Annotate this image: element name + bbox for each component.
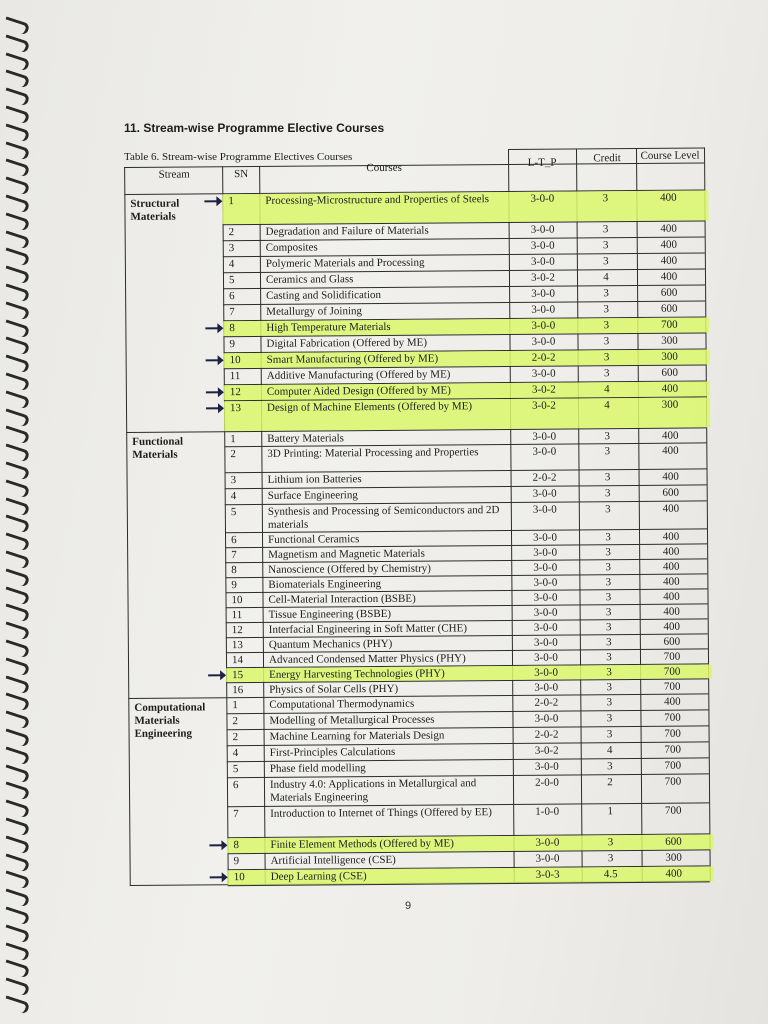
row-level: 400 (662, 444, 679, 457)
row-ltp: 3-0-0 (532, 430, 557, 443)
row-level: 700 (664, 775, 682, 788)
row-ltp: 3-0-0 (533, 531, 557, 544)
row-credit: 4 (604, 399, 610, 412)
row-credit: 3 (605, 531, 611, 544)
row-sn: 5 (228, 274, 235, 287)
row-sn: 5 (230, 506, 237, 519)
row-level: 700 (664, 759, 682, 772)
col-line (636, 148, 643, 882)
row-course: Interfacial Engineering in Soft Matter (CHE) (268, 622, 468, 636)
row-credit: 3 (603, 287, 609, 300)
row-sn: 7 (231, 549, 237, 562)
row-credit: 3 (602, 223, 609, 236)
row-ltp: 3-0-0 (533, 591, 558, 604)
hand-drawn-arrow-icon (208, 674, 224, 676)
spiral-coil (3, 711, 30, 730)
row-level: 400 (662, 470, 679, 483)
row-level: 300 (665, 851, 682, 864)
row-sn: 2 (228, 226, 235, 239)
row-ltp: 3-0-0 (531, 319, 556, 332)
row-ltp: 3-0-0 (534, 666, 559, 679)
spiral-coil (3, 34, 30, 53)
row-ltp: 3-0-0 (533, 636, 558, 649)
row-credit: 3 (605, 503, 611, 516)
row-level: 600 (661, 366, 679, 379)
spiral-coil (3, 835, 30, 854)
header-ltp: L-T_P (527, 156, 557, 169)
row-course: Digital Fabrication (Offered by ME) (266, 336, 428, 350)
row-ltp: 3-0-0 (534, 651, 558, 664)
row-level: 700 (663, 680, 681, 693)
row-course: Tissue Engineering (BSBE) (268, 607, 392, 621)
row-ltp: 3-0-0 (533, 561, 558, 574)
row-credit: 3 (604, 487, 611, 500)
spiral-coil (3, 978, 30, 997)
spiral-coil (3, 889, 30, 908)
spiral-coil (3, 800, 30, 819)
row-credit: 3 (603, 367, 610, 380)
row-sn: 6 (232, 779, 239, 792)
row-sn: 4 (228, 258, 235, 271)
row-sn: 2 (230, 448, 236, 461)
row-sn: 8 (231, 564, 237, 577)
row-ltp: 1-0-0 (535, 805, 560, 818)
row-ltp: 3-0-0 (534, 712, 559, 725)
row-sn: 12 (231, 624, 243, 637)
row-course: Biomaterials Engineering (268, 577, 382, 591)
row-level: 400 (663, 590, 680, 603)
spiral-coil (3, 746, 30, 765)
stream-label: Functional Materials (132, 435, 184, 461)
spiral-coil (3, 995, 30, 1014)
row-sn: 10 (233, 871, 245, 884)
row-ltp: 3-0-2 (531, 271, 555, 284)
row-ltp: 3-0-0 (533, 546, 558, 559)
row-sn: 10 (231, 594, 243, 607)
row-credit: 3 (603, 319, 610, 332)
row-level: 400 (662, 502, 680, 515)
row-sn: 1 (230, 433, 236, 446)
row-credit: 3 (606, 681, 613, 694)
row-course: Functional Ceramics (268, 533, 360, 546)
row-credit: 3 (603, 303, 610, 316)
row-credit: 3 (605, 576, 612, 589)
row-sn: 1 (232, 699, 238, 712)
row-credit: 3 (602, 239, 609, 252)
spiral-coil (3, 105, 30, 124)
row-ltp: 2-0-2 (531, 351, 556, 364)
spiral-coil (3, 693, 30, 712)
row-credit: 3 (605, 621, 612, 634)
spiral-coil (3, 622, 30, 641)
row-level: 400 (662, 545, 680, 558)
spiral-coil (3, 319, 30, 338)
spiral-coil (3, 408, 30, 427)
row-credit: 3 (605, 561, 612, 574)
spiral-coil (3, 248, 30, 267)
spiral-coil (3, 675, 30, 694)
stream-label: Computational Materials Engineering (134, 701, 206, 740)
row-course: Surface Engineering (267, 489, 358, 502)
row-ltp: 2-0-0 (534, 776, 559, 789)
row-level: 700 (664, 711, 681, 724)
row-credit: 3 (607, 836, 614, 849)
row-credit: 3 (603, 351, 610, 364)
row-course: Computational Thermodynamics (269, 697, 415, 711)
row-credit: 3 (606, 712, 613, 725)
spiral-coil (3, 88, 30, 107)
spiral-coil (3, 764, 30, 783)
row-sn: 12 (229, 386, 241, 399)
row-sn: 13 (231, 639, 243, 652)
spiral-coil (3, 497, 30, 516)
row-course: Design of Machine Elements (Offered by ME) (266, 400, 473, 414)
row-sn: 6 (231, 534, 237, 547)
row-ltp: 3-0-0 (531, 367, 556, 380)
row-credit: 1 (607, 805, 613, 818)
row-level: 700 (663, 665, 681, 678)
row-ltp: 3-0-0 (532, 503, 557, 516)
row-level: 600 (660, 302, 678, 315)
row-ltp: 2-0-2 (534, 728, 559, 741)
row-course: 3D Printing: Material Processing and Properties (267, 446, 479, 460)
col-line (704, 147, 711, 881)
spiral-coil (3, 301, 30, 320)
spiral-coil (3, 70, 30, 89)
header-sn: SN (234, 168, 249, 181)
spiral-coil (3, 639, 30, 658)
row-sn: 2 (232, 731, 239, 744)
row-credit: 4 (603, 271, 609, 284)
spiral-coil (3, 444, 30, 463)
row-course: High Temperature Materials (266, 320, 391, 334)
row-course: Smart Manufacturing (Offered by ME) (266, 352, 439, 366)
row-course: Magnetism and Magnetic Materials (268, 547, 425, 561)
row-credit: 3 (602, 192, 609, 205)
row-course: Cell-Material Interaction (BSBE) (268, 592, 416, 606)
row-ltp: 3-0-2 (531, 383, 556, 396)
header-credit: Credit (593, 152, 621, 165)
row-level: 600 (660, 286, 678, 299)
spiral-coil (3, 337, 30, 356)
row-sn: 14 (231, 654, 244, 667)
spiral-coil (3, 960, 30, 979)
row-sn: 8 (233, 839, 239, 852)
row-ltp: 3-0-0 (530, 223, 555, 236)
section-title: 11. Stream-wise Programme Elective Courses (124, 121, 385, 135)
row-sn: 6 (229, 290, 235, 303)
row-credit: 4 (606, 744, 613, 757)
hand-drawn-arrow-icon (209, 844, 225, 846)
row-course: Additive Manufacturing (Offered by ME) (266, 368, 451, 382)
row-course: Energy Harvesting Technologies (PHY) (269, 667, 445, 681)
col-line (124, 167, 131, 886)
row-level: 400 (661, 382, 679, 395)
row-credit: 3 (604, 471, 611, 484)
spiral-coil (3, 372, 30, 391)
spiral-coil (3, 782, 30, 801)
spiral-coil (3, 194, 30, 213)
row-ltp: 3-0-2 (534, 744, 559, 757)
row-sn: 15 (232, 669, 244, 682)
spiral-coil (3, 604, 30, 623)
row-course: Quantum Mechanics (PHY) (268, 637, 393, 651)
table-caption: Table 6. Stream-wise Programme Electives Courses (124, 151, 353, 163)
row-sn: 8 (229, 322, 235, 335)
spiral-coil (3, 355, 30, 374)
row-level: 300 (661, 350, 678, 363)
row-course: Modelling of Metallurgical Processes (269, 713, 435, 727)
row-level: 400 (660, 270, 678, 283)
row-level: 400 (663, 575, 680, 588)
spiral-coil (3, 230, 30, 249)
row-level: 400 (663, 605, 680, 618)
row-credit: 3 (606, 651, 612, 664)
row-course: Artificial Intelligence (CSE) (270, 853, 396, 867)
row-ltp: 3-0-2 (532, 399, 556, 412)
row-ltp: 3-0-0 (531, 287, 556, 300)
row-ltp: 2-0-2 (534, 696, 559, 709)
row-level: 700 (663, 650, 681, 663)
row-course: Processing-Microstructure and Properties of Steels (265, 193, 490, 207)
hand-drawn-arrow-icon (205, 327, 221, 329)
row-ltp: 3-0-0 (532, 445, 557, 458)
row-course: Machine Learning for Materials Design (269, 729, 445, 743)
electives-table (124, 147, 710, 886)
stream-divider (126, 431, 224, 433)
spiral-coil (3, 283, 30, 302)
row-ltp: 3-0-0 (534, 760, 559, 773)
spiral-coil (3, 141, 30, 160)
spiral-coil (3, 728, 30, 747)
hand-drawn-arrow-icon (210, 876, 226, 878)
row-level: 300 (661, 398, 679, 411)
row-sn: 4 (232, 747, 239, 760)
row-credit: 3 (607, 760, 613, 773)
spiral-coil (3, 853, 30, 872)
hand-drawn-arrow-icon (206, 407, 222, 409)
row-level: 400 (660, 191, 677, 204)
row-level: 700 (664, 743, 682, 756)
row-sn: 7 (233, 808, 239, 821)
spiral-coil (3, 550, 30, 569)
row-level: 400 (660, 238, 678, 251)
spiral-binding (4, 20, 30, 1020)
row-ltp: 3-0-0 (532, 487, 557, 500)
spiral-coil (3, 212, 30, 231)
spiral-coil (3, 177, 30, 196)
row-sn: 1 (228, 195, 234, 208)
row-level: 400 (662, 560, 680, 573)
row-credit: 3 (606, 696, 613, 709)
row-ltp: 2-0-2 (532, 471, 557, 484)
row-sn: 16 (232, 684, 244, 697)
row-level: 400 (664, 695, 681, 708)
stream-divider (128, 697, 226, 699)
hand-drawn-arrow-icon (206, 359, 222, 361)
spiral-coil (3, 568, 30, 587)
spiral-coil (3, 461, 30, 480)
row-sn: 11 (229, 370, 241, 383)
row-level: 400 (660, 222, 677, 235)
row-level: 400 (663, 620, 681, 633)
row-ltp: 3-0-0 (535, 836, 560, 849)
row-ltp: 3-0-0 (535, 852, 560, 865)
row-level: 700 (661, 318, 678, 331)
header-stream: Stream (158, 168, 190, 181)
row-sn: 10 (229, 354, 241, 367)
row-ltp: 3-0-0 (530, 239, 555, 252)
row-credit: 3 (603, 335, 610, 348)
row-level: 600 (662, 486, 679, 499)
row-credit: 3 (606, 636, 612, 649)
row-level: 400 (660, 254, 678, 267)
spiral-coil (3, 906, 30, 925)
row-credit: 3 (604, 430, 611, 443)
row-credit: 4.5 (603, 868, 618, 881)
spiral-coil (3, 942, 30, 961)
page-number: 9 (405, 900, 412, 912)
row-credit: 2 (607, 776, 613, 789)
row-ltp: 3-0-0 (533, 576, 558, 589)
row-credit: 3 (605, 591, 612, 604)
row-level: 400 (661, 429, 679, 442)
hand-drawn-arrow-icon (204, 200, 220, 202)
spiral-coil (3, 586, 30, 605)
spiral-coil (3, 817, 30, 836)
row-course: Deep Learning (CSE) (270, 870, 367, 883)
spiral-coil (3, 515, 30, 534)
row-course: Advanced Condensed Matter Physics (PHY) (268, 652, 466, 666)
row-level: 400 (662, 530, 680, 543)
row-credit: 3 (605, 606, 612, 619)
spiral-coil (3, 16, 30, 35)
row-ltp: 3-0-0 (531, 335, 556, 348)
spiral-coil (3, 871, 30, 890)
row-sn: 9 (229, 338, 236, 351)
header-course-level: Course Level (640, 149, 700, 162)
row-sn: 3 (230, 474, 237, 487)
row-level: 600 (665, 835, 682, 848)
row-sn: 4 (230, 490, 237, 503)
spiral-coil (3, 533, 30, 552)
row-credit: 3 (607, 852, 614, 865)
stream-label: Structural Materials (130, 197, 180, 223)
row-ltp: 3-0-0 (530, 255, 555, 268)
row-sn: 13 (229, 402, 242, 415)
row-course: Casting and Solidification (266, 288, 382, 302)
row-ltp: 3-0-0 (531, 303, 556, 316)
spiral-coil (3, 52, 30, 71)
row-course: Synthesis and Processing of Semiconductors and 2D materials (267, 504, 500, 531)
spiral-coil (3, 159, 30, 178)
spiral-coil (3, 479, 30, 498)
row-credit: 4 (604, 383, 610, 396)
row-level: 600 (663, 635, 681, 648)
row-course: First-Principles Calculations (269, 745, 396, 759)
row-course: Ceramics and Glass (265, 273, 354, 286)
row-sn: 7 (229, 306, 235, 319)
row-course: Composites (265, 241, 318, 254)
row-course: Lithium ion Batteries (267, 473, 362, 486)
row-course: Polymeric Materials and Processing (265, 256, 425, 270)
spiral-coil (3, 657, 30, 676)
row-level: 300 (661, 334, 678, 347)
header-courses: Courses (366, 161, 402, 175)
row-ltp: 3-0-0 (533, 606, 558, 619)
row-sn: 9 (231, 579, 237, 592)
row-sn: 5 (232, 763, 239, 776)
row-credit: 3 (605, 546, 611, 559)
row-course: Degradation and Failure of Materials (265, 224, 429, 238)
row-ltp: 3-0-0 (534, 681, 559, 694)
spiral-coil (3, 426, 30, 445)
row-course: Industry 4.0: Applications in Metallurgical and Materials Engineering (269, 777, 477, 804)
row-course: Computer Aided Design (Offered by ME) (266, 384, 451, 398)
row-course: Phase field modelling (269, 762, 366, 775)
spiral-coil (3, 266, 30, 285)
row-course: Battery Materials (267, 432, 344, 445)
row-sn: 2 (232, 715, 239, 728)
hand-drawn-arrow-icon (206, 391, 222, 393)
row-course: Metallurgy of Joining (266, 305, 363, 318)
spiral-coil (3, 390, 30, 409)
row-credit: 3 (604, 445, 611, 458)
row-ltp: 3-0-0 (530, 192, 555, 205)
spiral-coil (3, 924, 30, 943)
row-course: Introduction to Internet of Things (Offered by EE) (270, 806, 492, 820)
row-course: Physics of Solar Cells (PHY) (269, 682, 399, 696)
row-level: 400 (665, 867, 682, 880)
col-line (576, 148, 583, 882)
row-course: Nanoscience (Offered by Chemistry) (268, 562, 431, 576)
row-ltp: 3-0-0 (533, 621, 558, 634)
row-credit: 3 (603, 255, 609, 268)
row-course: Finite Element Methods (Offered by ME) (270, 837, 454, 851)
row-sn: 3 (228, 242, 235, 255)
row-level: 700 (664, 727, 681, 740)
spiral-coil (3, 123, 30, 142)
row-sn: 9 (233, 855, 240, 868)
row-level: 700 (664, 804, 682, 817)
row-credit: 3 (606, 666, 612, 679)
row-credit: 3 (606, 728, 613, 741)
row-ltp: 3-0-3 (535, 868, 560, 881)
row-sn: 11 (231, 609, 243, 622)
